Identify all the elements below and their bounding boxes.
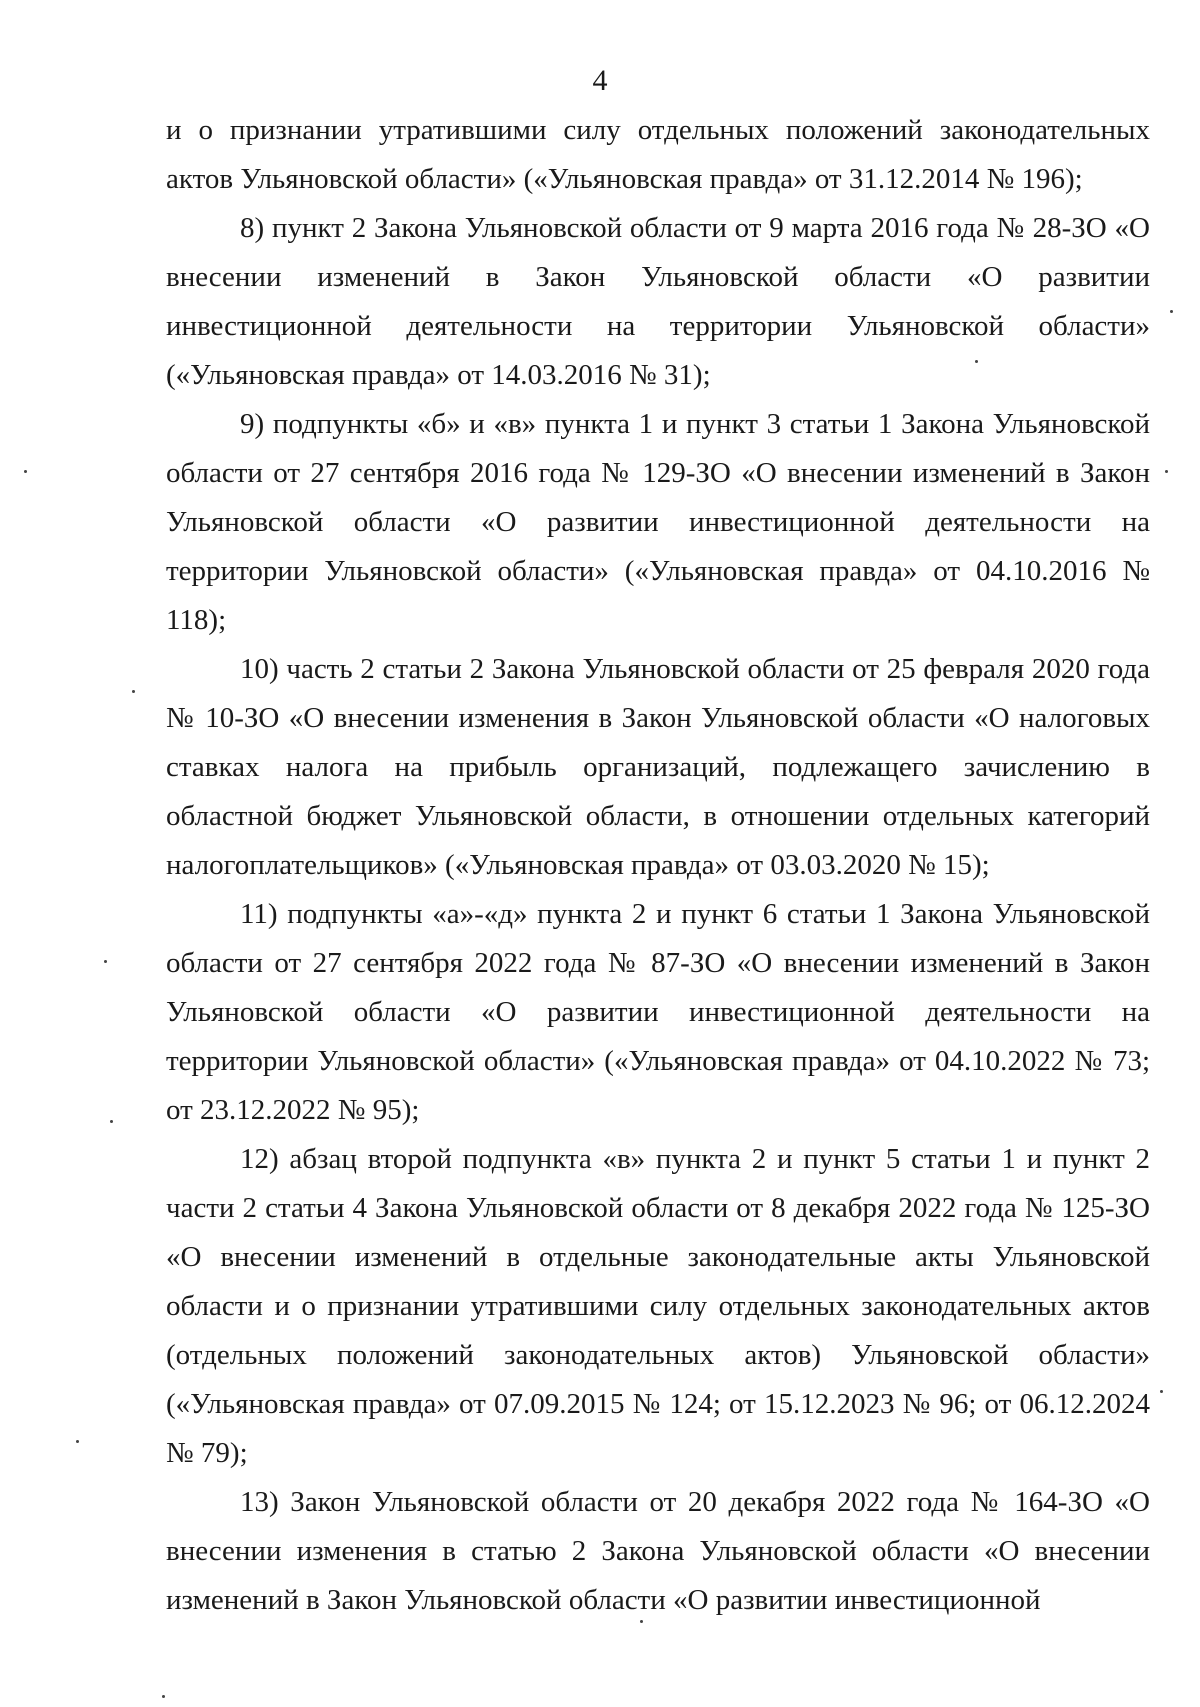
paragraph-item-9: 9) подпункты «б» и «в» пункта 1 и пункт 3 статьи 1 Закона Ульяновской области от 27 сентября 2016 года № 129-ЗО «О внесении изменений в Закон Ульяновской области «О развитии инвестиционной деятельности на территории Ульяновской области» («Ульяновская правда» от 04.10.2016 № 118); xyxy=(166,408,1150,636)
paragraph-item-8: 8) пункт 2 Закона Ульяновской области от 9 марта 2016 года № 28-ЗО «О внесении изменений в Закон Ульяновской области «О развитии инвестиционной деятельности на территории Ульяновской области» («Ульяновская правда» от 14.03.2016 № 31); xyxy=(166,212,1150,391)
page-number: 4 xyxy=(592,64,608,97)
scan-speck xyxy=(24,470,27,473)
scan-speck xyxy=(1165,470,1168,473)
scan-speck xyxy=(132,690,135,693)
scan-speck xyxy=(104,960,107,963)
scan-speck xyxy=(76,1440,79,1443)
paragraph-continuation: и о признании утратившими силу отдельных положений законодательных актов Ульяновской области» («Ульяновская правда» от 31.12.2014 № 196); xyxy=(166,114,1150,195)
scan-speck xyxy=(1170,310,1173,313)
scan-speck xyxy=(640,1620,643,1623)
paragraph-item-10: 10) часть 2 статьи 2 Закона Ульяновской области от 25 февраля 2020 года № 10-ЗО «О внесении изменения в Закон Ульяновской области «О налоговых ставках налога на прибыль организаций, подлежащего зачислению в областной бюджет Ульяновской области, в отношении отдельных категорий налогоплательщиков» («Ульяновская правда» от 03.03.2020 № 15); xyxy=(166,653,1150,881)
paragraph-item-11: 11) подпункты «а»-«д» пункта 2 и пункт 6 статьи 1 Закона Ульяновской области от 27 сентября 2022 года № 87-ЗО «О внесении изменений в Закон Ульяновской области «О развитии инвестиционной деятельности на территории Ульяновской области» («Ульяновская правда» от 04.10.2022 № 73; от 23.12.2022 № 95); xyxy=(166,898,1150,1126)
document-body xyxy=(166,106,1150,1625)
paragraph-item-13: 13) Закон Ульяновской области от 20 декабря 2022 года № 164-ЗО «О внесении изменения в статью 2 Закона Ульяновской области «О внесении изменений в Закон Ульяновской области «О развитии инвестиционной xyxy=(166,1486,1150,1616)
paragraph-item-12: 12) абзац второй подпункта «в» пункта 2 и пункт 5 статьи 1 и пункт 2 части 2 статьи 4 Закона Ульяновской области от 8 декабря 2022 года № 125-ЗО «О внесении изменений в отдельные законодательные акты Ульяновской области и о признании утратившими силу отдельных законодательных актов (отдельных положений законодательных актов) Ульяновской области» («Ульяновская правда» от 07.09.2015 № 124; от 15.12.2023 № 96; от 06.12.2024 № 79); xyxy=(166,1143,1150,1469)
scan-speck xyxy=(975,360,978,363)
scan-speck xyxy=(1160,1390,1163,1393)
scan-speck xyxy=(162,1695,165,1698)
scan-speck xyxy=(110,1120,113,1123)
